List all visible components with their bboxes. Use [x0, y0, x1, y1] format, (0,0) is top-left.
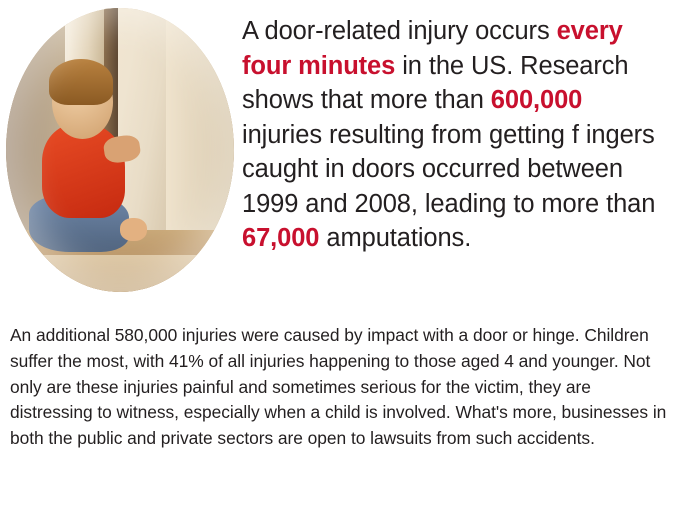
headline-part-3: injuries resulting from getting f ingers caught in doors occurred between 1999 and 2008, leading to more than	[242, 120, 656, 218]
toddler-at-door-photo	[6, 8, 234, 292]
headline-highlight-injuries: 600,000	[490, 86, 583, 115]
headline-text	[234, 8, 669, 256]
headline-part-2: in the US. Research shows that more than	[242, 51, 629, 115]
headline-part-4: amputations.	[319, 224, 472, 253]
body-paragraph: An additional 580,000 injuries were caused by impact with a door or hinge. Children suffer the most, with 41% of all injuries happening to those aged 4 and younger. Not only are these injuries painful and sometimes serious for the victim, they are distressing to witness, especially when a child is involved. What's more, businesses in both the public and private sectors are open to lawsuits from such accidents.	[10, 325, 667, 449]
headline-highlight-amputations: 67,000	[242, 224, 320, 253]
photo-vignette	[6, 8, 234, 292]
headline-part-1: A door-related injury occurs	[242, 17, 557, 45]
photo-container	[6, 8, 234, 292]
headline-highlight-frequency: every four minutes	[242, 17, 623, 80]
body-section	[0, 306, 679, 469]
